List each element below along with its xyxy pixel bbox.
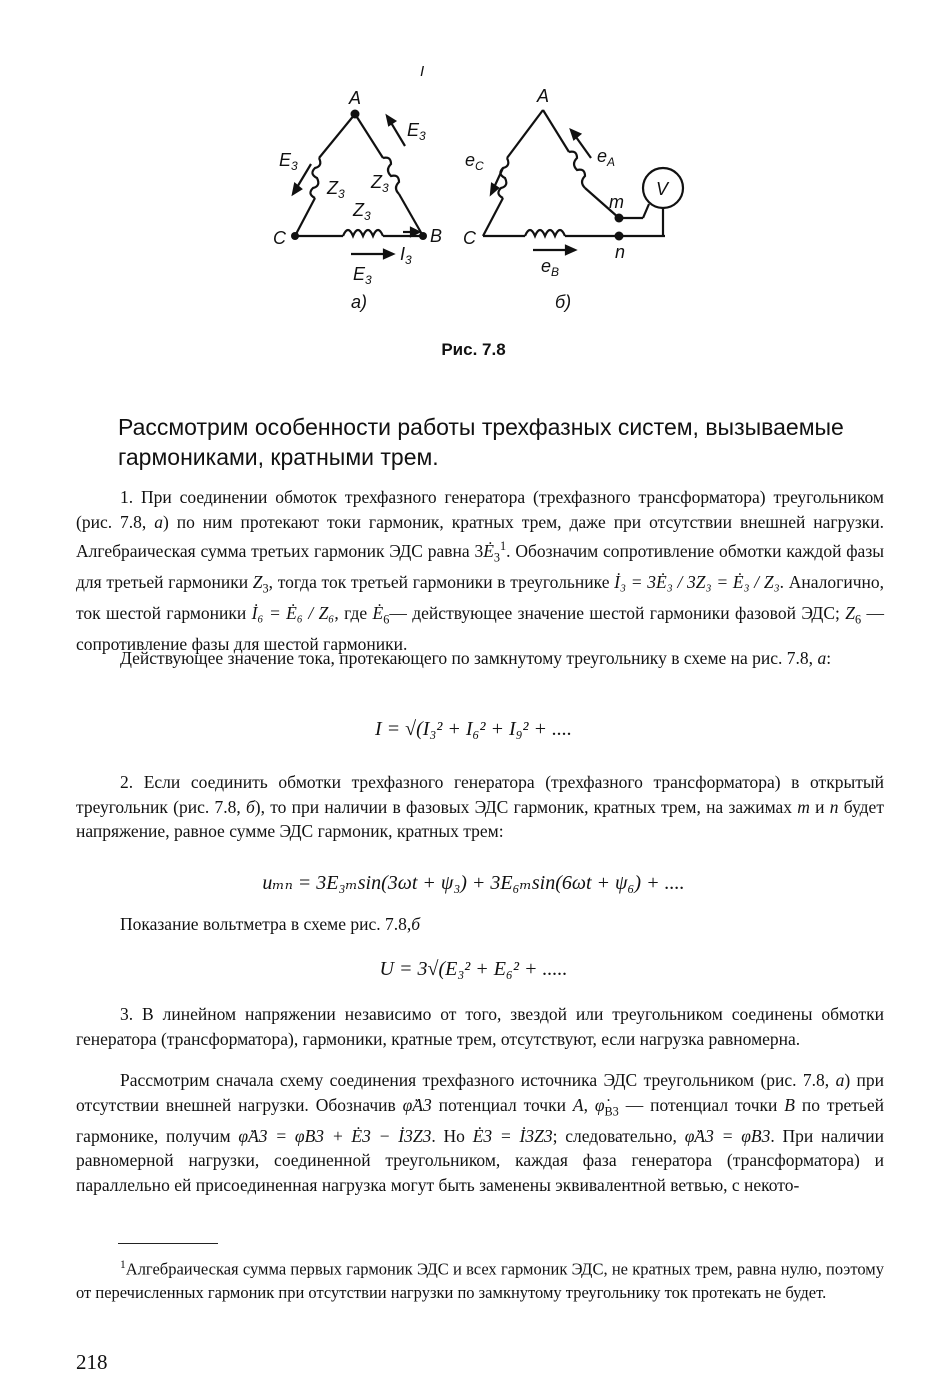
p1-text-1: 1. При соединении обмоток трехфазного генератора (трехфазного трансформатора) треугольником (рис. 7.8,: [76, 487, 884, 532]
p2-fig-ref: а: [817, 648, 827, 668]
footnote-ref: 1: [500, 539, 507, 553]
p6-phi-a3: φ̇A3: [402, 1094, 432, 1115]
node-m-dot: [615, 214, 624, 223]
circuit-diagrams: [255, 58, 695, 348]
emf-b-arrowhead-bottom: [566, 246, 575, 254]
diagram-b: [483, 110, 683, 254]
p3-terminal-m: m: [797, 796, 810, 817]
label-a-z-left: $Z_3$: [327, 178, 345, 201]
p6-equation-2: Ė3 = İ3Z3: [472, 1125, 553, 1146]
p6-point-a: A: [572, 1094, 584, 1115]
coil-b-right: [569, 152, 585, 188]
emf-b-arrowhead-right: [571, 130, 580, 139]
emf-arrowhead-bottom: [384, 250, 393, 258]
p1-equation-i3: İ₃ = 3Ė₃ / 3Z₃ = Ė₃ / Z₃: [614, 571, 780, 592]
label-a-emf-left: $E_3$: [279, 150, 298, 173]
formula-voltmeter-u: U = 3√(E₃² + E₆² + .....: [379, 958, 568, 980]
p6-text-4: — потенциал точки: [618, 1094, 785, 1115]
label-b-m: m: [609, 192, 624, 212]
p6-equation-1: φ̇A3 = φ̇B3 + Ė3 − İ3Z3: [238, 1125, 432, 1146]
p1-text-7: — действующее значение шестой гармоники фазовой ЭДС;: [389, 602, 846, 623]
label-a-node-A: A: [349, 88, 362, 108]
label-b-node-C: C: [463, 228, 476, 248]
label-a-emf-bottom: $E_3$: [353, 264, 372, 287]
p1-emf-e3: Ė: [483, 540, 494, 561]
p4-fig-ref: б: [411, 914, 421, 934]
node-b-dot: [419, 232, 427, 240]
footnote: [76, 1254, 884, 1304]
p3-fig-ref: б: [245, 796, 255, 817]
p6-point-b: B: [784, 1094, 795, 1115]
p6-text-1: Рассмотрим сначала схему соединения трехфазного источника ЭДС треугольником (рис. 7.8,: [120, 1070, 836, 1090]
wire-m-to-v-2: [643, 204, 649, 218]
label-a-z-right: $Z_3$: [371, 172, 389, 195]
p2-text-1: Действующее значение тока, протекающего по замкнутому треугольнику в схеме на рис. 7.8,: [120, 648, 818, 668]
label-b-eb: $e_B$: [541, 256, 560, 279]
paragraph-1: 1. При соединении обмоток трехфазного генератора (трехфазного трансформатора) треугольником (рис. 7.8, а) по ним протекают токи гармоник, кратных трем, даже при отсутствии внешней нагрузки. Алгебраическая сумма третьих гармоник ЭДС равна $3Ė_3^1$. Обозначим сопротивление обмотки каждой фазы для третьей гармоники $Z_3$, тогда ток третьей гармоники в треугольнике İ₃ = 3Ė₃ / 3Z₃ = Ė₃ / Z₃. Аналогично, ток шестой гармоники İ₆ = Ė₆ / Z₆, где $Ė_6—$ действующее значение шестой гармоники фазовой ЭДС; $Z_6$ — сопротивление фазы для шестой гармоники.: [76, 487, 885, 654]
coil-z-left: [310, 158, 320, 198]
coil-b-left: [498, 158, 508, 198]
label-b-n: n: [615, 242, 626, 262]
label-b-ea: $e_A$: [597, 146, 616, 169]
p1-text-2: ) по ним протекают токи гармоник, кратных трем, даже при отсутствии внешней нагрузки. Алгебраическая сумма третьих гармоник ЭДС равна 3: [76, 511, 884, 561]
p1-text-5: . Аналогично, ток шестой гармоники: [76, 571, 884, 623]
label-a-node-B: B: [430, 226, 443, 246]
footnote-divider: [118, 1243, 218, 1244]
emf-b-arrowhead-left: [491, 184, 498, 194]
emf-arrowhead-right: [387, 116, 395, 125]
p1-fig-ref: а: [154, 511, 163, 532]
footnote-text: Алгебраическая сумма первых гармоник ЭДС и всех гармоник ЭДС, не кратных трем, равна нулю, поэтому от перечисленных гармоник при отсутствии нагрузки по замкнутому треугольнику ток протекать не будет.: [76, 1259, 884, 1302]
p6-equation-3: φ̇A3 = φ̇B3: [684, 1125, 771, 1146]
node-a-dot: [351, 110, 360, 119]
p3-text-1: 2. Если соединить обмотки трехфазного генератора (трехфазного трансформатора) в открытый треугольник (рис. 7.8,: [76, 772, 884, 817]
node-n-dot: [615, 232, 624, 241]
p1-text-6: , где: [334, 602, 373, 623]
paragraph-3: [76, 770, 884, 844]
emf-arrowhead-left: [293, 184, 301, 194]
section-heading: Рассмотрим особенности работы трехфазных систем, вызываемые гармониками, кратными трем.: [118, 414, 844, 470]
p6-text-3: потенциал точки: [431, 1094, 573, 1115]
wire-ca-lower: [295, 198, 315, 236]
p2-text-2: :: [826, 648, 832, 668]
wire-b-ca-upper: [507, 110, 543, 158]
page-number: 218: [76, 1350, 108, 1374]
p6-text-5: по третьей гармонике, получим: [76, 1094, 885, 1146]
node-c-dot: [291, 232, 299, 240]
formula-current-rms: I = √(I₃² + I₆² + I₉² + ....: [374, 718, 573, 740]
p3-text-2: ), то при наличии в фазовых ЭДС гармоник, кратных трем, на зажимах: [254, 796, 798, 817]
wire-ab-upper: [355, 114, 383, 158]
label-a-node-C: C: [273, 228, 286, 248]
label-a-z-bottom: $Z_3$: [353, 200, 371, 223]
p1-equation-i6: İ₆ = Ė₆ / Z₆: [251, 602, 335, 623]
label-b-voltmeter: V: [656, 179, 669, 199]
label-a-sub: а): [351, 292, 368, 312]
formula-voltage-umn: uₘₙ = 3E₃ₘsin(3ωt + ψ₃) + 3E₆ₘsin(6ωt + ψ₆) + ....: [262, 872, 685, 894]
p4-text-1: Показание вольтметра в схеме рис. 7.8,: [120, 914, 412, 934]
p1-text-8: — сопротивление фазы для шестой гармоники.: [76, 602, 885, 654]
label-b-ec: $e_C$: [465, 150, 484, 173]
wire-b-ab-upper: [543, 110, 569, 152]
p6-text-6: . Но: [431, 1125, 473, 1146]
p3-text-3: будет напряжение, равное сумме ЭДС гармоник, кратных трем:: [76, 796, 884, 841]
p6-fig-ref: а: [835, 1070, 845, 1090]
p3-and: и: [809, 796, 830, 817]
paragraph-2: [76, 646, 884, 671]
current-arrowhead: [411, 228, 419, 236]
paragraph-5: 3. В линейном напряжении независимо от того, звездой или треугольником соединены обмотки генератора (трансформатора), гармоники, кратные трем, отсутствуют, если нагрузка равномерна.: [76, 1004, 884, 1049]
label-a-emf-right: $E_3$: [407, 120, 426, 143]
wire-b-ca-lower: [483, 198, 503, 236]
coil-z-bottom: [343, 230, 383, 236]
p6-text-7: ; следовательно,: [552, 1125, 685, 1146]
diagram-a: [293, 114, 423, 258]
label-a-current: $I_3$: [400, 244, 412, 267]
figure-7-8: [255, 58, 695, 348]
figure-caption: Рис. 7.8: [441, 340, 506, 359]
p3-terminal-n: n: [829, 796, 839, 817]
paragraph-6: Рассмотрим сначала схему соединения трехфазного источника ЭДС треугольником (рис. 7.8, а) при отсутствии внешней нагрузки. Обозначив φ̇A3 потенциал точки A, $\varphi̇_{B3}$ — потенциал точки B по третьей гармонике, получим φ̇A3 = φ̇B3 + Ė3 − İ3Z3. Но Ė3 = İ3Z3; следовательно, φ̇A3 = φ̇B3. При наличии равномерной нагрузки, соединенной треугольником, каждая фаза генератора (трансформатора) и параллельно ей присоединенная нагрузка могут быть заменены эквивалентной ветвью, с некото-: [76, 1070, 885, 1195]
p1-text-4: , тогда ток третьей гармоники в треугольнике: [268, 571, 615, 592]
p6-text-2: ) при отсутствии внешней нагрузки. Обозначив: [76, 1070, 884, 1115]
stray-mark: I: [420, 63, 425, 80]
p6-text-8: . При наличии равномерной нагрузки, соединенной треугольником, каждая фаза генератора (трансформатора) и параллельно ей присоединенная нагрузка могут быть заменены эквивалентной ветвью, с некото-: [76, 1125, 884, 1195]
p1-text-3: . Обозначим сопротивление обмотки каждой фазы для третьей гармоники: [76, 540, 884, 592]
wire-ca-upper: [319, 114, 355, 158]
label-b-sub: б): [555, 292, 572, 312]
paragraph-4: [76, 912, 884, 937]
footnote-mark: 1: [120, 1259, 126, 1271]
label-b-node-A: A: [537, 86, 550, 106]
coil-b-bottom: [525, 230, 565, 236]
